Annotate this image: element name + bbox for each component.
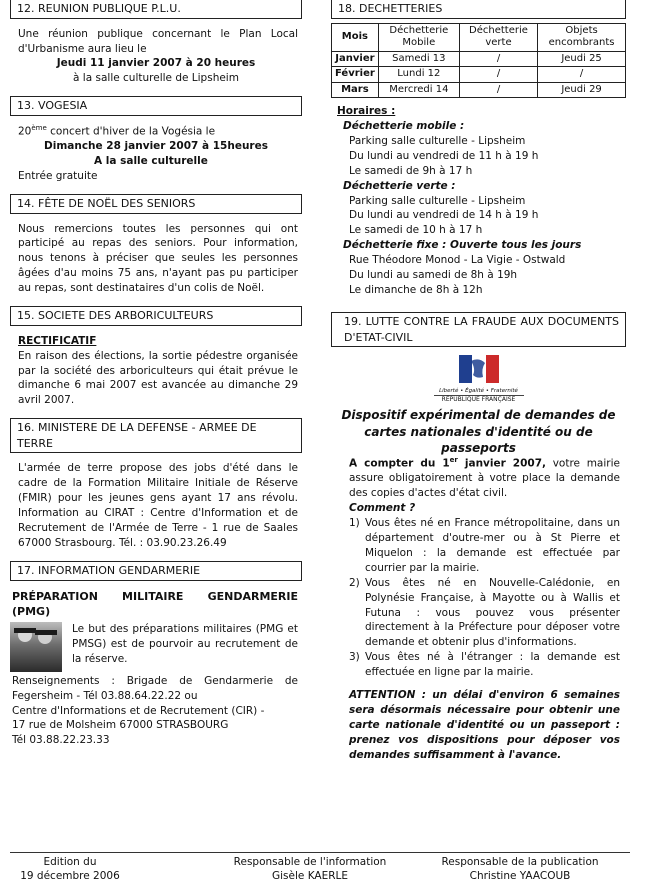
section-13-place: A la salle culturelle [94,155,208,168]
section-19-headline: Dispositif expérimental de demandes de cartes nationales d'identité ou de passeports [341,408,616,455]
list-item: 1) Vous êtes né en France métropolitaine, dans un département d'outre-mer ou à St Pierre et Miquelon : la demande est effectuée par courrier par la mairie. [349,517,620,574]
concert-number-sup: ème [31,123,47,132]
gendarmes-photo [10,622,62,672]
section-19 [331,312,626,763]
section-15-title: 15. SOCIETE DES ARBORICULTEURS [10,306,302,326]
section-16-text: L'armée de terre propose des jobs d'été dans le cadre de la Formation Militaire Initiale de Réserve (FMIR) pour les jeunes gens ayant 17 ans révolu. Information au CIRAT : Centre d'Information et de Recrutement de l'Armée de Terre - 1 rue de Saales 67000 Strasbourg. Tél. : 03.90.23.26.49 [18,462,298,549]
table-cell: Février [332,67,379,83]
info-responsible-label: Responsable de l'information [233,856,387,868]
section-17-info-4: Tél 03.88.22.23.33 [12,734,110,747]
section-19-intro [331,456,626,501]
table-cell: Mercredi 14 [378,82,459,98]
section-12-place: à la salle culturelle de Lipsheim [73,72,239,85]
edition-date: 19 décembre 2006 [20,870,120,883]
right-column [331,0,626,773]
section-14-title: 14. FÊTE DE NOËL DES SENIORS [10,194,302,214]
footer-info-responsible [210,855,410,883]
mobile-line: Du lundi au vendredi de 11 h à 19 h [349,149,539,162]
table-header: Déchetterie verte [459,23,537,51]
section-17-info-3: 17 rue de Molsheim 67000 STRASBOURG [12,719,229,732]
section-15-subtitle: RECTIFICATIF [18,334,97,347]
table-cell: / [538,67,626,83]
section-16-title: 16. MINISTERE DE LA DEFENSE - ARMEE DE TERRE [10,418,302,453]
table-header: Objets encombrants [538,23,626,51]
table-cell: Jeudi 25 [538,51,626,67]
section-12 [10,0,302,86]
info-responsible-name: Gisèle KAERLE [272,870,348,883]
marianne-logo [434,355,524,403]
fixe-line: Le dimanche de 8h à 12h [349,283,483,296]
publication-responsible-name: Christine YAACOUB [469,870,571,883]
section-18 [331,0,626,298]
verte-line: Parking salle culturelle - Lipsheim [349,194,526,207]
section-17-title: 17. INFORMATION GENDARMERIE [10,561,302,581]
table-row [332,67,626,83]
section-14-text: Nous remercions toutes les personnes qui ont participé au repas des seniors. Pour information, nous tenons à préciser que seules les personnes âgées d'au moins 75 ans, n'ayant pas pu participer au repas, sont destinataires d'un colis de Noël. [18,222,298,295]
table-header: Mois [332,23,379,51]
logo-motto: Liberté • Égalité • Fraternité [439,388,518,395]
list-item-text: Vous êtes né à l'étranger : la demande est effectuée en ligne par la mairie. [365,651,620,679]
intro-bold: A compter du 1 [349,457,450,470]
section-17-info-1: Renseignements : Brigade de Gendarmerie de Fegersheim - Tél 03.88.64.22.22 ou [12,674,298,702]
section-13-text [10,124,302,139]
mobile-title: Déchetterie mobile : [343,120,465,133]
table-cell: / [459,67,537,83]
comment-title: Comment ? [349,502,416,515]
mobile-line: Parking salle culturelle - Lipsheim [349,134,526,147]
section-15 [10,306,302,408]
table-header-row [332,23,626,51]
edition-label: Edition du [43,856,97,868]
table-cell: Janvier [332,51,379,67]
intro-sup: er [449,455,458,464]
mobile-line: Le samedi de 9h à 17 h [349,164,473,177]
footer-publication-responsible [420,855,620,883]
section-14 [10,194,302,296]
fixe-line: Rue Théodore Monod - La Vigie - Ostwald [349,254,566,267]
section-13-date: Dimanche 28 janvier 2007 à 15heures [44,140,268,153]
section-17-subtitle: PRÉPARATION MILITAIRE GENDARMERIE (PMG) [12,589,298,619]
dechetteries-table [331,23,626,99]
horaires-title: Horaires : [337,105,396,118]
table-cell: Mars [332,82,379,98]
table-row [332,51,626,67]
section-13 [10,96,302,184]
marianne-icon [459,355,499,383]
concert-text: concert d'hiver de la Vogésia le [46,125,216,138]
section-12-title: 12. REUNION PUBLIQUE P.L.U. [10,0,302,19]
logo-name: RÉPUBLIQUE FRANÇAISE [434,395,524,404]
section-16 [10,418,302,551]
fixe-line: Du lundi au samedi de 8h à 19h [349,269,518,282]
intro-text: votre mairie assure obligatoirement à votre place la demande des copies d'actes d'état civil. [349,457,620,500]
verte-title: Déchetterie verte : [343,179,456,192]
table-cell: / [459,51,537,67]
table-cell: Samedi 13 [378,51,459,67]
section-12-date: Jeudi 11 janvier 2007 à 20 heures [56,57,256,70]
section-13-title: 13. VOGESIA [10,96,302,116]
section-15-text: En raison des élections, la sortie pédestre organisée par la société des arboriculteurs qui était prévue le dimanche 6 mai 2007 est avancée au dimanche 29 avril 2007. [18,349,298,407]
fixe-title: Déchetterie fixe : Ouverte tous les jours [343,239,582,252]
intro-bold-2: janvier 2007, [457,457,547,470]
table-cell: Lundi 12 [378,67,459,83]
concert-number: 20 [18,125,32,138]
left-column [10,0,302,758]
footer [10,852,630,883]
section-19-title: 19. LUTTE CONTRE LA FRAUDE AUX DOCUMENTS D'ETAT-CIVIL [331,312,626,347]
table-header: Déchetterie Mobile [378,23,459,51]
section-13-entry: Entrée gratuite [18,170,98,183]
table-cell: Jeudi 29 [538,82,626,98]
verte-line: Du lundi au vendredi de 14 h à 19 h [349,209,539,222]
verte-line: Le samedi de 10 h à 17 h [349,224,483,237]
list-item: 2) Vous êtes né en Nouvelle-Calédonie, en Polynésie Française, à Mayotte ou à Wallis et Futuna : vous pouvez vous présenter directement à la Préfecture pour déposer votre demande et obtenir plus d'informations. [349,576,620,649]
footer-edition [10,855,130,883]
section-12-text: Une réunion publique concernant le Plan Local d'Urbanisme aura lieu le [18,27,298,55]
table-cell: / [459,82,537,98]
section-17-text: Le but des préparations militaires (PMG et PMSG) est de pourvoir au recrutement de la réserve. [72,622,298,665]
pmg-block [10,622,302,672]
publication-responsible-label: Responsable de la publication [441,856,599,868]
section-18-title: 18. DECHETTERIES [331,0,626,19]
table-row [332,82,626,98]
attention-text: ATTENTION : un délai d'environ 6 semaines sera désormais nécessaire pour obtenir une carte nationale d'identité ou un passeport : prenez vos dispositions pour déposer vos demandes suffisamment à l'avance. [349,689,620,761]
list-item: 3) Vous êtes né à l'étranger : la demande est effectuée en ligne par la mairie. [349,651,620,679]
list-item-text: Vous êtes né en Nouvelle-Calédonie, en Polynésie Française, à Mayotte ou à Wallis et Futuna : vous pouvez vous présenter directement à la Préfecture pour déposer votre demande et obtenir plus d'informations. [365,576,620,649]
section-17 [10,561,302,748]
section-17-info-2: Centre d'Informations et de Recrutement (CIR) - [12,704,265,717]
list-item-text: Vous êtes né en France métropolitaine, dans un département d'outre-mer ou à St Pierre et Miquelon : la demande est effectuée par courrier par la mairie. [365,517,620,574]
